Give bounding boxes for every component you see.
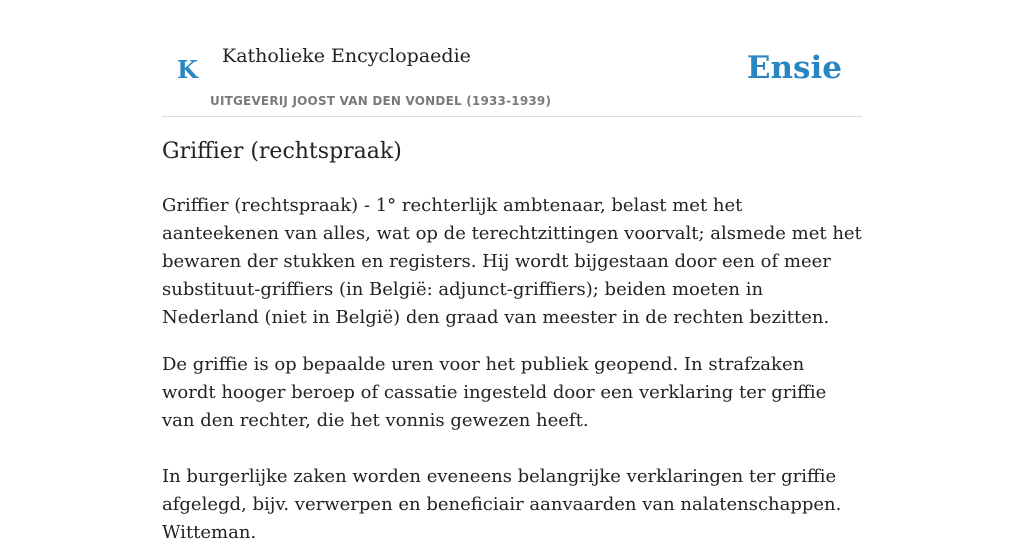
article-paragraph: Griffier (rechtspraak) - 1° rechterlijk ambtenaar, belast met het aanteekenen van alles, wat op de terechtzittingen voorvalt; alsmede met het bewaren der stukken en registers. Hij wordt bijgestaan door een of meer substituut-griffiers (in België: adjunct-griffiers); beiden moeten in Nederland (niet in België) den graad van meester in de rechten bezitten.	[162, 195, 862, 328]
article-title: Griffier (rechtspraak)	[162, 139, 402, 164]
article-paragraph: In burgerlijke zaken worden eveneens belangrijke verklaringen ter griffie afgelegd, bijv. verwerpen en beneficiair aanvaarden van nalatenschappen. Witteman.	[162, 466, 842, 543]
encyclopedia-title[interactable]: Katholieke Encyclopaedie	[222, 45, 471, 67]
article-paragraph: De griffie is op bepaalde uren voor het publiek geopend. In strafzaken wordt hooger beroep of cassatie ingesteld door een verklaring ter griffie van den rechter, die het vonnis gewezen heeft.	[162, 354, 827, 431]
site-header	[162, 0, 862, 117]
article-body	[162, 192, 862, 547]
publisher-label: UITGEVERIJ JOOST VAN DEN VONDEL (1933-1939)	[210, 94, 552, 108]
ensie-brand-link[interactable]: Ensie	[746, 50, 842, 86]
encyclopedia-logo[interactable]: K	[177, 55, 198, 84]
